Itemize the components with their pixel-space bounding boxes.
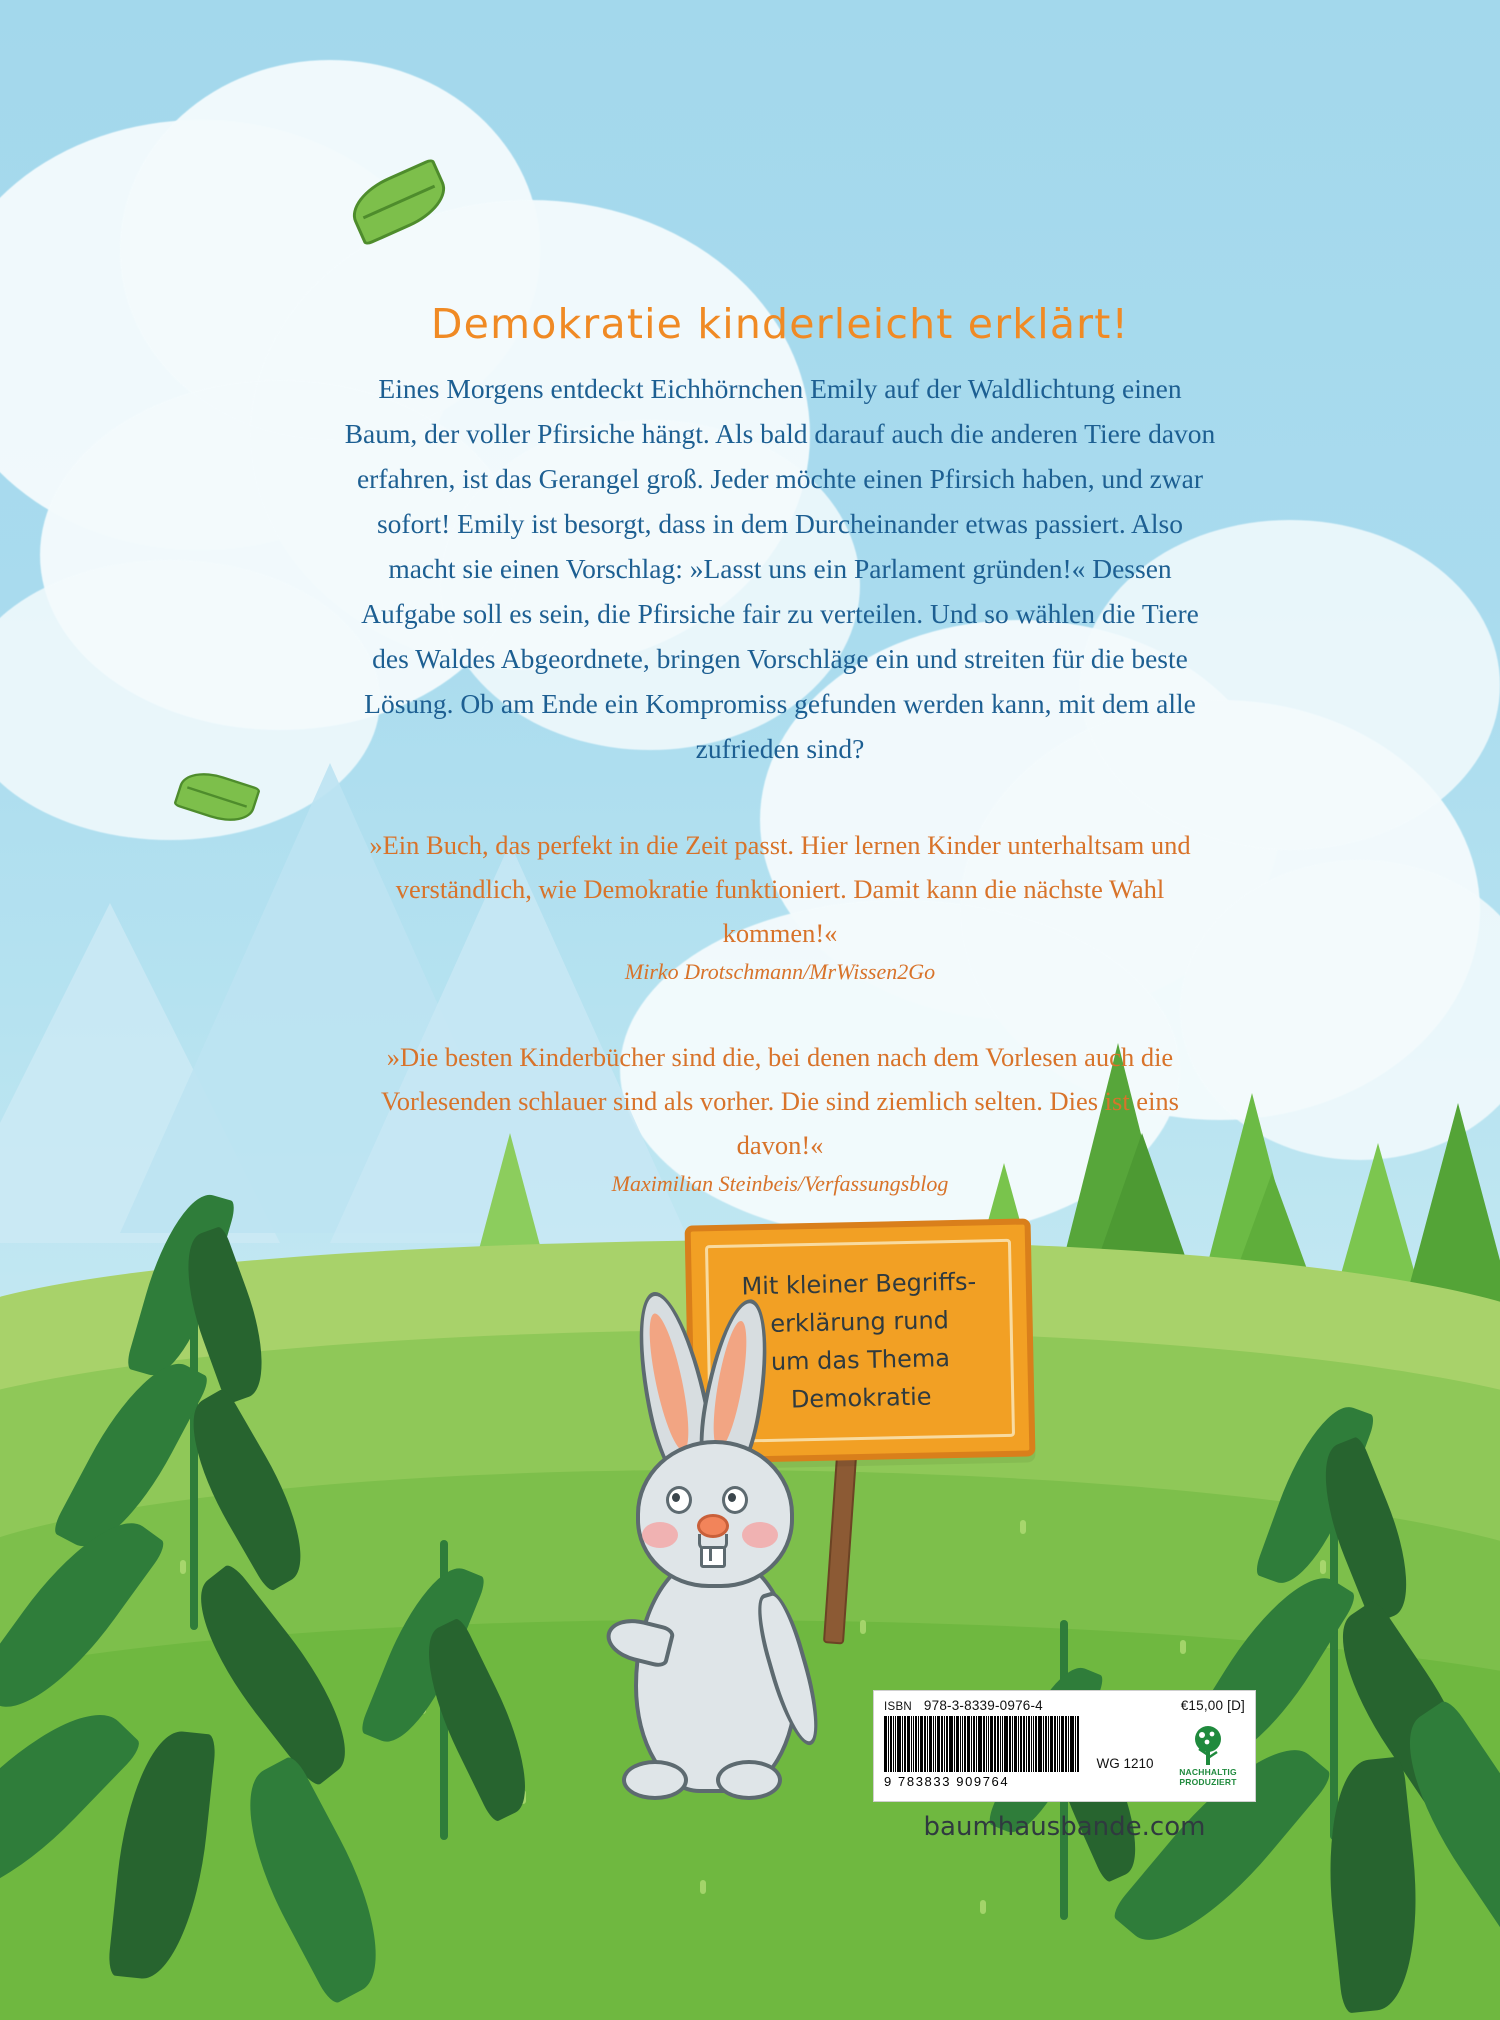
isbn-label-and-number [884, 1698, 1043, 1713]
isbn-number: 978-3-8339-0976-4 [923, 1698, 1043, 1713]
review-quote-1: »Ein Buch, das perfekt in die Zeit passt. Hier lernen Kinder unterhaltsam und verständlich, wie Demokratie funktioniert. Damit kann die nächste Wahl kommen!« [369, 830, 1191, 948]
wg-code: WG 1210 [1096, 1756, 1154, 1771]
review-attribution-1: Mirko Drotschmann/MrWissen2Go [624, 959, 936, 984]
back-cover-text-block [340, 300, 1220, 1197]
barcode [884, 1716, 1079, 1772]
eco-label-line1: NACHHALTIG [1179, 1767, 1237, 1777]
barcode-group [884, 1716, 1079, 1789]
blurb-paragraph: Eines Morgens entdeckt Eichhörnchen Emily auf der Waldlichtung einen Baum, der voller Pfirsiche hängt. Als bald darauf auch die anderen Tiere davon erfahren, ist das Gerangel groß. Jeder möchte einen Pfirsich haben, und zwar sofort! Emily ist besorgt, dass in dem Durcheinander etwas passiert. Also macht sie einen Vorschlag: »Lasst uns ein Parlament gründen!« Dessen Aufgabe soll es sein, die Pfirsiche fair zu verteilen. Und so wählen die Tiere des Waldes Abgeordnete, bringen Vorschläge ein und streiten für die beste Lösung. Ob am Ende ein Kompromiss gefunden werden kann, mit dem alle zufrieden sind? [344, 373, 1216, 764]
isbn-bottom-row [884, 1716, 1245, 1789]
isbn-top-row [884, 1698, 1245, 1713]
tree-conifer [1402, 1100, 1500, 1313]
rabbit-pupil-right [728, 1493, 736, 1502]
rabbit-foot-right [716, 1760, 782, 1800]
eco-tree-svg [1185, 1725, 1231, 1767]
review-attribution-2: Maximilian Steinbeis/Verfassungsblog [611, 1171, 949, 1196]
isbn-label: ISBN [884, 1701, 913, 1713]
page-title: Demokratie kinderleicht erklärt! [430, 300, 1130, 348]
sign-text: Mit kleiner Begriffs- erklärung rund um das Thema Demokratie [741, 1267, 977, 1414]
rabbit-teeth-split [709, 1548, 712, 1561]
eco-tree-icon [1185, 1725, 1231, 1767]
eco-label-line2: PRODUZIERT [1179, 1777, 1237, 1787]
rabbit-teeth [700, 1546, 726, 1568]
publisher-website[interactable]: baumhausbande.com [923, 1812, 1206, 1842]
rabbit-cheek-right [742, 1522, 778, 1548]
rabbit-pupil-left [672, 1493, 680, 1502]
rabbit-illustration [600, 1290, 850, 1810]
rabbit-foot-left [622, 1760, 688, 1800]
isbn-barcode-box [873, 1690, 1256, 1802]
barcode-digits: 9 783833 909764 [884, 1774, 1010, 1789]
price-label: €15,00 [D] [1180, 1698, 1245, 1713]
eco-badge [1171, 1725, 1245, 1787]
review-quote-2: »Die besten Kinderbücher sind die, bei denen nach dem Vorlesen auch die Vorlesenden schlauer sind als vorher. Die sind ziemlich selten. Dies ist eins davon!« [380, 1042, 1179, 1160]
rabbit-cheek-left [642, 1522, 678, 1548]
